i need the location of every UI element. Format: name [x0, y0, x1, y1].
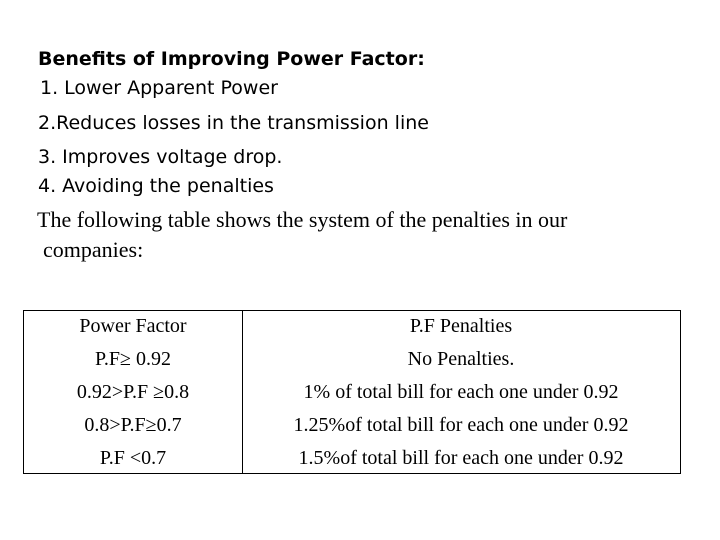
- table-cell: P.F≥ 0.92: [94, 347, 171, 370]
- table-cell: 1.25%of total bill for each one under 0.92: [293, 413, 629, 436]
- benefit-item: 1. Lower Apparent Power: [40, 77, 278, 99]
- power-factor-column: [24, 311, 243, 473]
- table-cell: 1.5%of total bill for each one under 0.92: [298, 446, 624, 469]
- benefit-item: 4. Avoiding the penalties: [38, 175, 274, 197]
- benefits-heading: Benefits of Improving Power Factor:: [38, 48, 425, 70]
- table-cell: 1% of total bill for each one under 0.92: [303, 380, 619, 403]
- column-header-penalties: P.F Penalties: [409, 314, 513, 337]
- table-cell: P.F <0.7: [99, 446, 167, 469]
- table-cell: No Penalties.: [407, 347, 515, 370]
- column-header-power-factor: Power Factor: [79, 314, 187, 337]
- penalty-table: [23, 310, 681, 474]
- penalties-column: [242, 311, 680, 473]
- benefit-item: 3. Improves voltage drop.: [38, 146, 283, 168]
- table-cell: 0.92>P.F ≥0.8: [76, 380, 190, 403]
- benefit-item: 2.Reduces losses in the transmission line: [38, 112, 429, 134]
- intro-text: The following table shows the system of the penalties in our: [37, 207, 568, 232]
- intro-text: companies:: [43, 237, 144, 262]
- table-cell: 0.8>P.F≥0.7: [84, 413, 182, 436]
